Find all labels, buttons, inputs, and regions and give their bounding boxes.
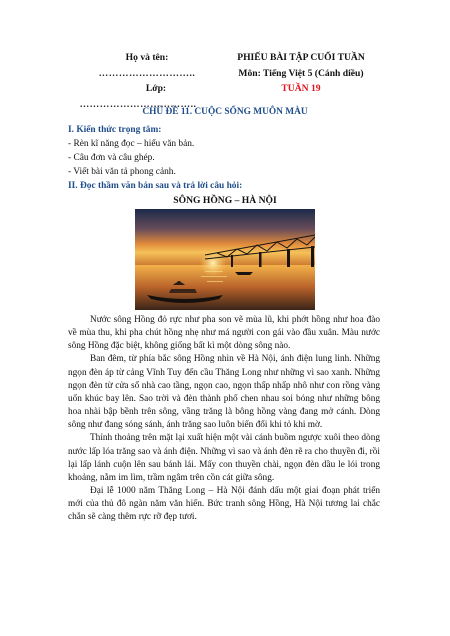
sheet-info [218, 50, 384, 97]
section1-item: - Câu đơn và câu ghép. [68, 153, 155, 163]
name-dots: ……………………….. [98, 67, 196, 79]
river-sunset-photo [135, 209, 315, 310]
section1-item: - Rèn kĩ năng đọc – hiểu văn bản. [68, 139, 195, 149]
story-body [68, 314, 380, 525]
sheet-title: PHIẾU BÀI TẬP CUỐI TUẦN [237, 52, 365, 63]
story-paragraph: Ban đêm, từ phía bắc sông Hồng nhìn về Hà Nội, ánh điện lung linh. Những ngọn đèn áp từ cảng Vĩnh Tuy đến cầu Thăng Long như những vì sao xanh. Những ngọn đèn từ cửa sổ nhà cao tầng, ngọn cao, ngọn thấp nhấp nhô như con rồng vàng uốn khúc bay lên. Sao trời và đèn thành phố chen nhau soi bóng như những bông hoa nhài bập bềnh trên sông, vầng trăng là bông hồng vàng đang mở cánh. Dòng sông như đang sóng sánh, ánh trăng sao luôn biến đổi khi tỏ khi mờ. [68, 354, 380, 431]
story-paragraph: Đại lễ 1000 năm Thăng Long – Hà Nội đánh dấu một giai đoạn phát triển mới của thủ đô ngàn năm văn hiến. Bức tranh sông Hồng, Hà Nội tương lai chắc chắn sẽ càng thêm rực rỡ đẹp tươi. [68, 486, 380, 523]
section1-item: - Viết bài văn tả phong cảnh. [68, 167, 176, 177]
subject-label: Môn: Tiếng Việt 5 (Cánh diều) [238, 67, 364, 79]
story-title: SÔNG HỒNG – HÀ NỘI [173, 195, 277, 206]
section2-heading: II. Đọc thầm văn bản sau và trả lời câu hỏi: [68, 181, 243, 191]
class-dots: …………………………….. [79, 98, 197, 110]
student-info [62, 50, 232, 112]
topic-title: CHỦ ĐỀ 11. CUỘC SỐNG MUÔN MÀU [142, 107, 308, 117]
section1-heading: I. Kiến thức trọng tâm: [68, 125, 162, 135]
story-paragraph: Nước sông Hồng đỏ rực như pha son vẽ mùa lũ, khi phớt hồng như hoa đào về mùa thu, khi pha chút hồng nhẹ như má người con gái vào đầu xuân. Màu nước sông Hồng đặc biệt, không giống bất kì một dòng sông nào. [68, 315, 380, 352]
class-label: Lớp: [145, 83, 167, 94]
name-label: Họ và tên: [125, 52, 169, 63]
story-paragraph: Thỉnh thoảng trên mặt lại xuất hiện một vài cánh buồm ngược xuôi theo dòng nước lấp lóa trăng sao và ánh điện. Những vì sao và ánh đèn rẽ ra cho thuyền đi, rồi lại lấp lánh cuộn lên sau bánh lái. Mấy con thuyền chài, ngọn đèn dầu le lói trong khoảng, nằm im lìm, trầm ngâm trên cồn cát giữa sông. [68, 433, 380, 483]
week-label: TUẦN 19 [281, 83, 321, 94]
